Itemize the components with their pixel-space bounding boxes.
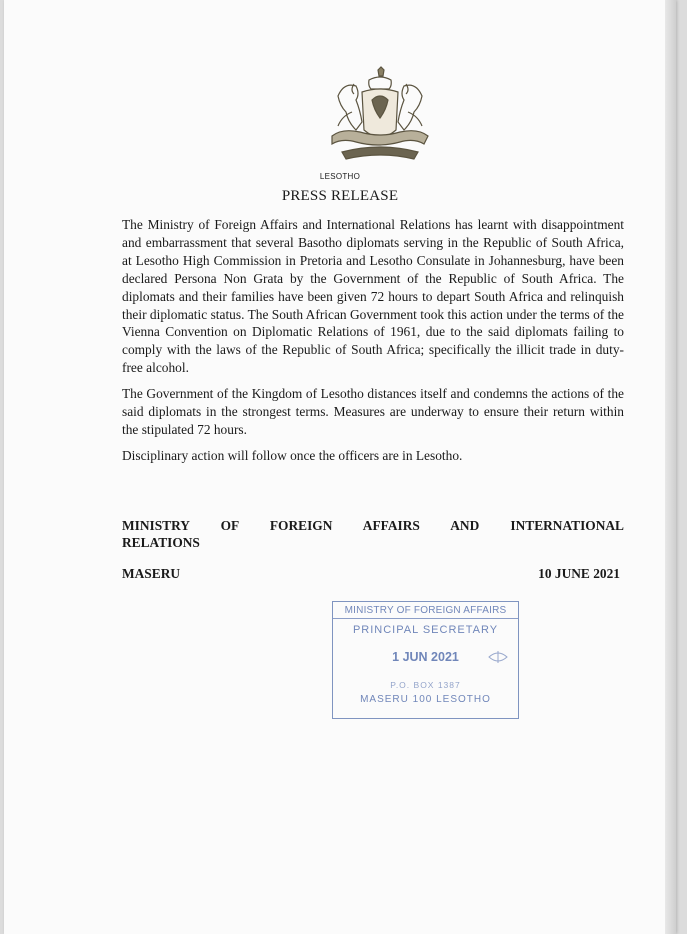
document-title: PRESS RELEASE [281,188,399,204]
body-paragraph: The Ministry of Foreign Affairs and International Relations has learnt with disappointment and embarrassment that several Basotho diplomats serving in the Republic of South Africa, at Lesotho High Commission in Pretoria and Lesotho Consulate in Johannesburg, have been declared Persona Non Grata by the Government of the Republic of South Africa. The diplomats and their families have been given 72 hours to depart South Africa and relinquish their diplomatic status. The South African Government took this action under the terms of the Vienna Convention on Diplomatic Relations of 1961, due to the said diplomats failing to comply with the laws of the Republic of South Africa; specifically the illicit trade in duty-free alcohol. [122,217,624,376]
lesotho-coat-of-arms-icon [324,66,436,170]
stamp-po-box: P.O. BOX 1387 [390,680,461,690]
body-paragraph: Disciplinary action will follow once the officers are in Lesotho. [122,447,463,463]
issue-date: 10 JUNE 2021 [538,566,620,581]
stamp-date: 1 JUN 2021 [392,650,459,664]
stamp-emblem-icon [486,648,510,666]
press-release-page [4,0,676,934]
stamp-address: MASERU 100 LESOTHO [360,694,491,705]
signoff-ministry: MINISTRY OF FOREIGN AFFAIRS AND INTERNATIONAL [122,518,624,533]
signoff-ministry-continued: RELATIONS [122,535,200,550]
official-stamp [332,601,519,719]
stamp-office: PRINCIPAL SECRETARY [352,624,499,636]
issue-place: MASERU [122,566,181,581]
body-paragraph: The Government of the Kingdom of Lesotho distances itself and condemns the actions of the said diplomats in the strongest terms. Measures are underway to ensure their return within the stipulated 72 hours. [122,386,624,437]
letterhead-country: LESOTHO [319,172,361,181]
page-edge-shadow [665,0,676,934]
stamp-ministry: MINISTRY OF FOREIGN AFFAIRS [333,605,518,619]
press-release-body [122,216,624,473]
